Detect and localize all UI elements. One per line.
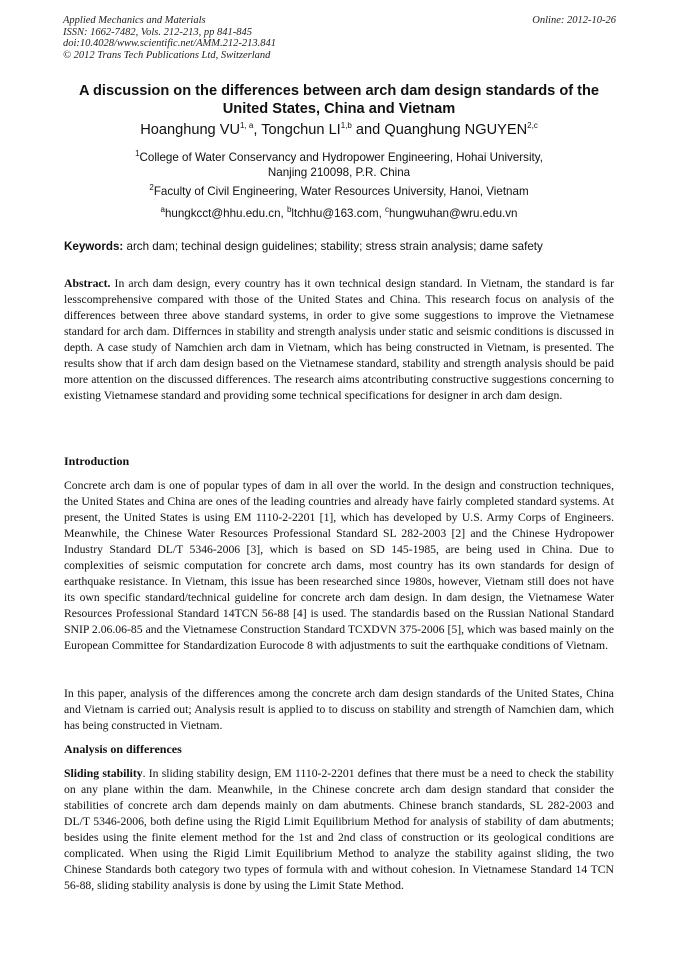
author-separator: , [253, 122, 262, 138]
aff-1-sup: 1 [135, 149, 140, 159]
copyright-line: © 2012 Trans Tech Publications Ltd, Switzerland [63, 49, 271, 61]
sliding-stability-label: Sliding stability [64, 767, 143, 780]
aff-1-line-2: Nanjing 210098, P.R. China [267, 166, 411, 179]
paper-title: A discussion on the differences between arch dam design standards of the United States, China and Vietnam [78, 83, 600, 117]
email-list [64, 206, 614, 221]
journal-header [63, 15, 276, 61]
aff-1-line-1: College of Water Conservancy and Hydropower Engineering, Hohai University, [139, 151, 543, 164]
author-3-sup: 2,c [527, 121, 538, 131]
aff-2-sup: 2 [149, 183, 154, 193]
author-list [64, 122, 614, 138]
author-1-sup: 1, a [240, 121, 254, 131]
author-separator: and [351, 122, 385, 138]
author-2: Tongchun LI [261, 122, 341, 138]
sliding-stability-text: . In sliding stability design, EM 1110-2-2201 defines that there must be a need to check the stability on any plane within the dam. Meanwhile, in the Chinese concrete arch dam design standard that consider the stabilities of concrete arch dam depends mainly on dam abutments. Chinese branch standards, SL 282-2003 and DL/T 5346-2006, both define using the Rigid Limit Equilibrium Method for analysis of stability of dam abutments; besides using the finite element method for the 1st and 2nd class of construction or its geological conditions are complicated. When using the Rigid Limit Equilibrium Method to analyze the stability against sliding, the two Chinese Standards both category two types of formula with and without cohesion. In Vietnamese Standard 14 TCN 56-88, sliding stability analysis is done by using the Limit State Method. [64, 767, 614, 892]
email-b: ltchhu@163.com, [291, 207, 386, 220]
author-2-sup: 1,b [340, 121, 352, 131]
email-a-sup: a [160, 205, 165, 215]
aff-2-text: Faculty of Civil Engineering, Water Resources University, Hanoi, Vietnam [153, 185, 529, 198]
abstract-label: Abstract. [64, 277, 111, 290]
issn-line: ISSN: 1662-7482, Vols. 212-213, pp 841-845 [63, 26, 252, 38]
journal-name: Applied Mechanics and Materials [63, 15, 206, 26]
email-b-sup: b [286, 205, 292, 215]
doi-line: doi:10.4028/www.scientific.net/AMM.212-213.841 [63, 38, 276, 49]
keywords-label: Keywords: [64, 240, 124, 253]
affiliation-2 [64, 184, 614, 199]
online-date: Online: 2012-10-26 [532, 15, 616, 26]
keywords-text: arch dam; techinal design guidelines; stability; stress strain analysis; dame safety [123, 240, 543, 253]
introduction-heading: Introduction [64, 454, 130, 468]
affiliation-1 [64, 150, 614, 180]
analysis-paragraph [64, 766, 614, 894]
abstract-paragraph [64, 276, 614, 404]
analysis-heading: Analysis on differences [64, 742, 182, 756]
author-1: Hoanghung VU [140, 122, 241, 138]
introduction-paragraph-2: In this paper, analysis of the differences among the concrete arch dam design standards of the United States, China and Vietnam is carried out; Analysis result is applied to to discuss on stability and strength of Namchien dam, which has being constructed in Vietnam. [64, 687, 614, 732]
email-c-sup: c [385, 205, 390, 215]
email-c: hungwuhan@wru.edu.vn [389, 207, 518, 220]
email-a: hungkcct@hhu.edu.cn, [164, 207, 287, 220]
introduction-paragraph-1: Concrete arch dam is one of popular types of dam in all over the world. In the design and construction techniques, the United States and China are ones of the leading countries and already have fairly completed standard systems. At present, the United States is using EM 1110-2-2201 [1], which has developed by U.S. Army Corps of Engineers. Meanwhile, the Chinese Water Resources Professional Standard SL 282-2003 [2] and the Chinese Hydropower Industry Standard DL/T 5346-2006 [3], which is based on SD 145-1985, are being used in China. Due to complexities of seismic computation for concrete arch dams, most country has its own standards for design of earthquake resistance. In Vietnam, this issue has been researched since 1980s, however, Vietnam still does not have its own specific standard/technical guideline for concrete arch dam design. In dam design, the Vietnamese Water Resources Professional Standard 14TCN 56-88 [4] is used. The standardis based on the Russian National Standard SNIP 2.06.06-85 and the Vietnamese Construction Standard TCXDVN 375-2006 [5], which was based mainly on the European Committee for Standardization Eurocode 8 with adjustments to suit the earthquake conditions of Vietnam. [64, 479, 614, 652]
abstract-text: In arch dam design, every country has it own technical design standard. In Vietnam, the standard is far lesscomprehensive compared with those of the United States and China. This research focus on analysis of the differences between three above standard systems, in order to give some suggestions to improve the Vietnamese standard for arch dam. Differnces in stability and strength analysis under static and seismic conditions is discussed in depth. A case study of Namchien arch dam in Vietnam, which has being constructed in Vietnam, is presented. The results show that if arch dam design based on the Vietnamese standard, stability and strength analysis should be paid more attention on the discussed differences. The research aims atcontributing constructive suggestions concerning to existing Vietnamese standard and providing some technical specifications for designer in arch dam design. [64, 277, 614, 402]
author-3: Quanghung NGUYEN [384, 122, 528, 138]
keywords-line [64, 240, 616, 253]
